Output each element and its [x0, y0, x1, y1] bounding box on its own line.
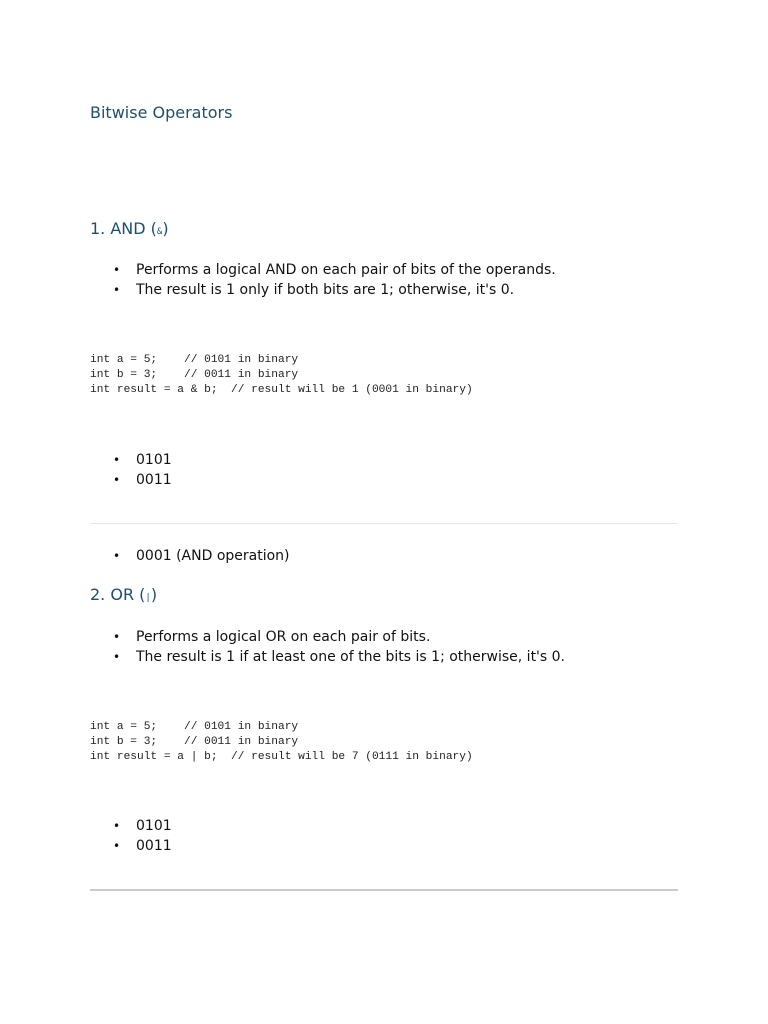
- list-item: • Performs a logical OR on each pair of bits.: [113, 628, 565, 648]
- list-item: • The result is 1 if at least one of the bits is 1; otherwise, it's 0.: [113, 648, 565, 668]
- heading-prefix: 1. AND (: [90, 219, 157, 238]
- heading-suffix: ): [150, 585, 158, 604]
- list-item: • 0101: [113, 817, 172, 837]
- list-item: • The result is 1 only if both bits are 1; otherwise, it's 0.: [113, 281, 556, 301]
- divider: [90, 523, 678, 524]
- and-operands-list: [113, 451, 172, 490]
- or-code-block: int a = 5; // 0101 in binary int b = 3; // 0011 in binary int result = a | b; // result will be 7 (0111 in binary): [90, 721, 473, 763]
- or-description-list: [113, 628, 565, 667]
- list-item: • 0011: [113, 837, 172, 857]
- and-result-list: [113, 547, 290, 567]
- section-heading-or: [90, 585, 157, 604]
- divider: [90, 889, 678, 891]
- operator-symbol: &: [156, 227, 163, 237]
- or-operands-list: [113, 817, 172, 856]
- operator-symbol: |: [145, 593, 151, 603]
- list-item: • Performs a logical AND on each pair of bits of the operands.: [113, 261, 556, 281]
- list-item: • 0011: [113, 471, 172, 491]
- list-item: • 0101: [113, 451, 172, 471]
- heading-prefix: 2. OR (: [90, 585, 146, 604]
- and-code-block: int a = 5; // 0101 in binary int b = 3; // 0011 in binary int result = a & b; // result will be 1 (0001 in binary): [90, 354, 473, 396]
- section-heading-and: [90, 219, 169, 238]
- list-item: • 0001 (AND operation): [113, 547, 290, 567]
- page-title: Bitwise Operators: [90, 103, 233, 122]
- and-description-list: [113, 261, 556, 300]
- heading-suffix: ): [162, 219, 169, 238]
